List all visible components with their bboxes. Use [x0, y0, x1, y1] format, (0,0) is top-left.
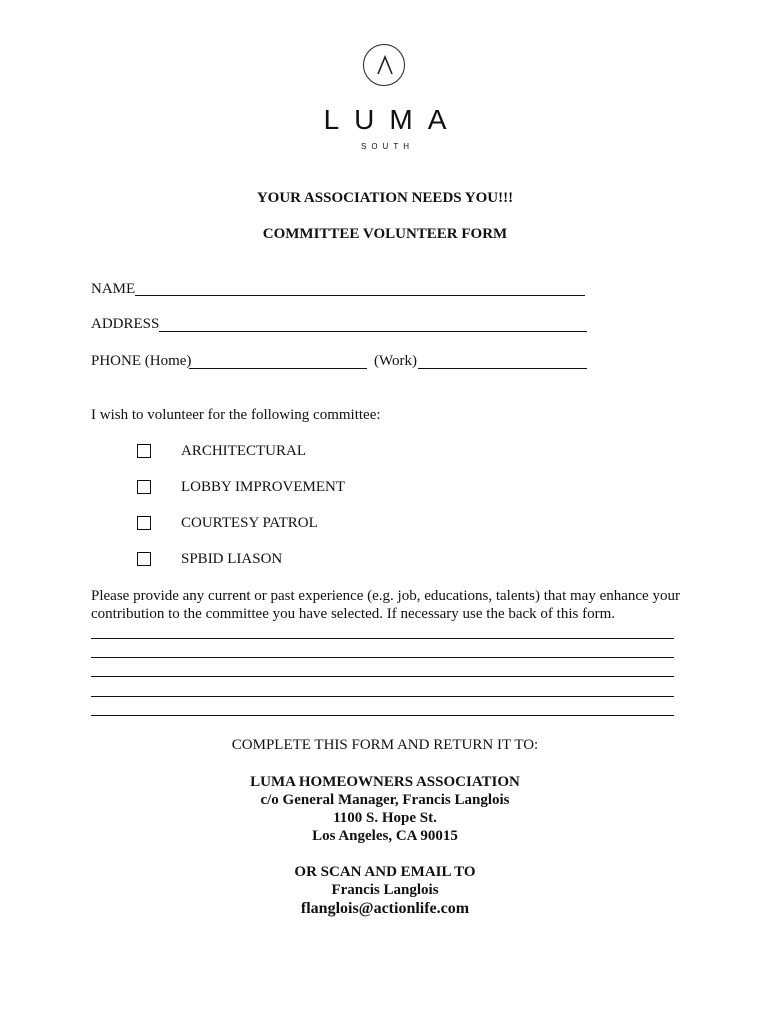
return-org: LUMA HOMEOWNERS ASSOCIATION — [250, 774, 520, 790]
courtesy-patrol-checkbox[interactable] — [137, 516, 151, 530]
architectural-checkbox[interactable] — [137, 444, 151, 458]
address-field-line[interactable] — [159, 331, 587, 332]
experience-line-2: contribution to the committee you have selected. If necessary use the back of this form. — [91, 606, 615, 622]
experience-write-line[interactable] — [91, 657, 674, 658]
courtesy-patrol-label: COURTESY PATROL — [181, 515, 318, 531]
email-heading: OR SCAN AND EMAIL TO — [294, 864, 476, 880]
address-label: ADDRESS — [91, 316, 160, 332]
email-address[interactable]: flanglois@actionlife.com — [300, 900, 470, 917]
phone-work-field-line[interactable] — [418, 368, 587, 369]
form-title: COMMITTEE VOLUNTEER FORM — [262, 226, 508, 242]
return-street: 1100 S. Hope St. — [333, 810, 437, 826]
experience-line-1: Please provide any current or past experience (e.g. job, educations, talents) that may enhance your — [91, 588, 680, 604]
experience-write-line[interactable] — [91, 638, 674, 639]
experience-write-line[interactable] — [91, 676, 674, 677]
page-title: YOUR ASSOCIATION NEEDS YOU!!! — [256, 190, 514, 206]
return-attn: c/o General Manager, Francis Langlois — [260, 792, 510, 808]
phone-work-label: (Work) — [374, 353, 417, 369]
name-label: NAME — [91, 281, 136, 297]
return-city: Los Angeles, CA 90015 — [312, 828, 458, 844]
architectural-label: ARCHITECTURAL — [181, 443, 306, 459]
phone-home-field-line[interactable] — [189, 368, 367, 369]
lobby-improvement-checkbox[interactable] — [137, 480, 151, 494]
committee-intro: I wish to volunteer for the following committee: — [91, 407, 381, 423]
experience-write-line[interactable] — [91, 715, 674, 716]
spbid-liason-checkbox[interactable] — [137, 552, 151, 566]
logo-subtitle: SOUTH — [361, 142, 414, 151]
return-instruction: COMPLETE THIS FORM AND RETURN IT TO: — [231, 737, 539, 753]
lobby-improvement-label: LOBBY IMPROVEMENT — [181, 479, 346, 495]
experience-write-line[interactable] — [91, 696, 674, 697]
phone-home-label: PHONE (Home) — [91, 353, 192, 369]
luma-caret-circle-icon — [363, 44, 405, 86]
email-contact: Francis Langlois — [331, 882, 439, 898]
name-field-line[interactable] — [135, 295, 585, 296]
spbid-liason-label: SPBID LIASON — [181, 551, 283, 567]
experience-instructions — [91, 587, 691, 623]
logo-wordmark: LUMA — [323, 104, 462, 135]
